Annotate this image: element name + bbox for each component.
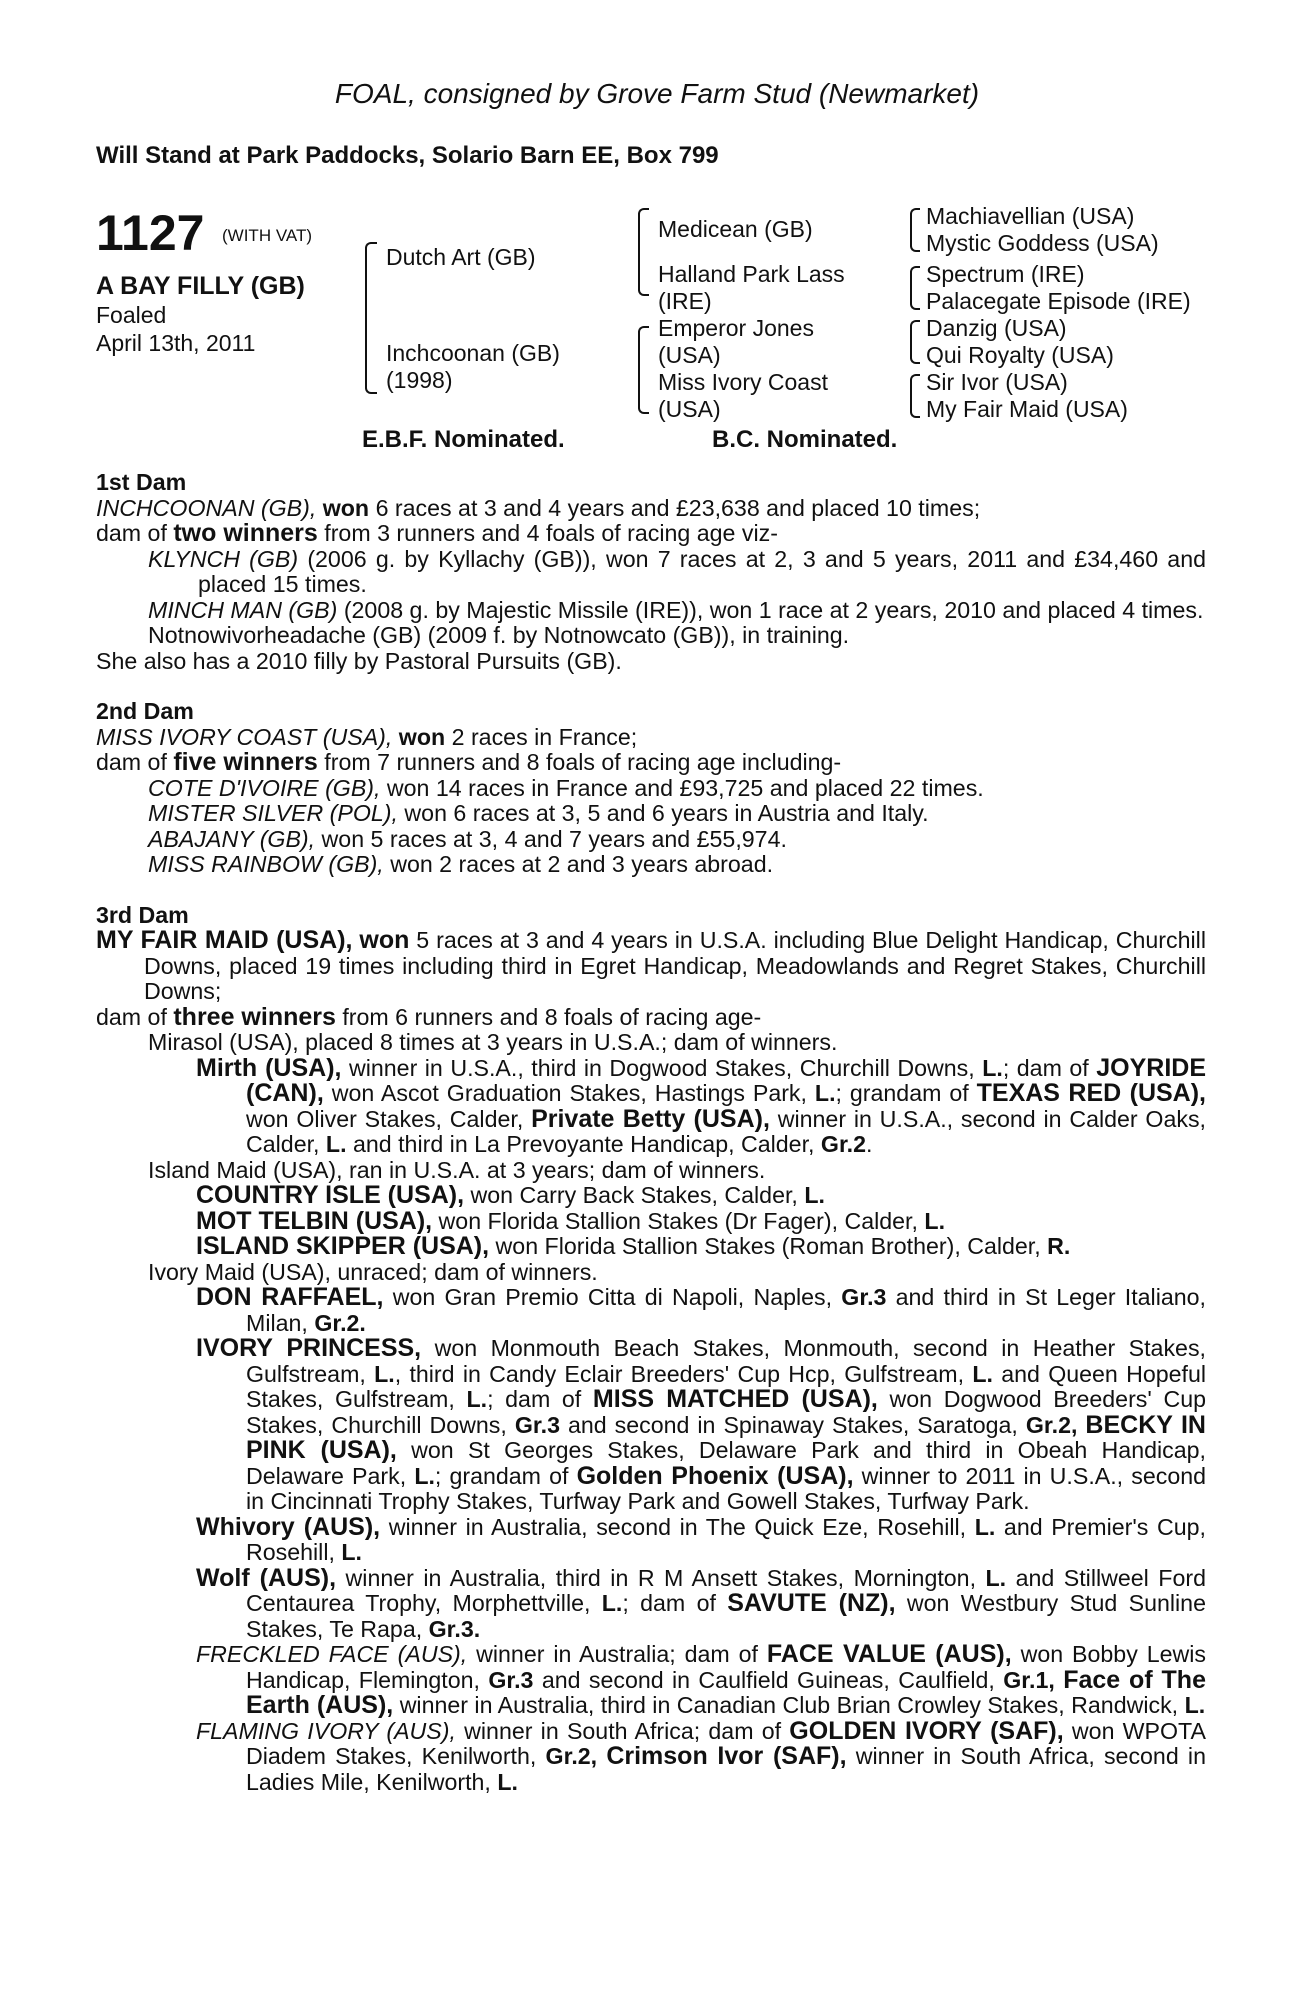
pedigree-brace-3c xyxy=(910,320,920,364)
produce-whivory: Whivory (AUS), winner in Australia, second in The Quick Eze, Rosehill, L. and Premier's Cup, Rosehill, L. xyxy=(196,1512,1206,1565)
foaled-date: April 13th, 2011 xyxy=(96,330,256,356)
dam2-produce-3: ABAJANY (GB), won 5 races at 3, 4 and 7 years and £55,974. xyxy=(148,825,787,852)
pedigree-brace-main xyxy=(365,242,377,394)
dam-dam-dam: My Fair Maid (USA) xyxy=(926,396,1128,422)
produce-island-maid: Island Maid (USA), ran in U.S.A. at 3 years; dam of winners. xyxy=(148,1156,766,1183)
sire-sire-sire: Machiavellian (USA) xyxy=(926,203,1135,229)
sire-dam-country: (IRE) xyxy=(658,288,712,314)
sire-dam-sire: Spectrum (IRE) xyxy=(926,261,1085,287)
lot-number: 1127 xyxy=(96,205,205,261)
dam1-produce-2: MINCH MAN (GB) (2008 g. by Majestic Missile (IRE)), won 1 race at 2 years, 2010 and placed 4 times. xyxy=(148,596,1204,623)
produce-wolf: Wolf (AUS), winner in Australia, third in R M Ansett Stakes, Mornington, L. and Stillweel Ford Centaurea Trophy, Morphettville, L.; dam of SAVUTE (NZ), won Westbury Stud Sunline Stakes, Te Rapa, Gr.3. xyxy=(196,1563,1206,1642)
dam2-produce-4: MISS RAINBOW (GB), won 2 races at 2 and 3 years abroad. xyxy=(148,851,774,877)
dam-sire-country: (USA) xyxy=(658,342,721,368)
produce-country-isle: COUNTRY ISLE (USA), won Carry Back Stakes, Calder, L. xyxy=(196,1181,825,1209)
dam-dam: Miss Ivory Coast xyxy=(658,369,828,395)
dam2-produce-2: MISTER SILVER (POL), won 6 races at 3, 5 and 6 years in Austria and Italy. xyxy=(148,800,929,826)
heading-1st-dam: 1st Dam xyxy=(96,469,187,495)
dam: Inchcoonan (GB) xyxy=(386,340,560,366)
bc-nominated: B.C. Nominated. xyxy=(712,426,898,453)
stand-location: Will Stand at Park Paddocks, Solario Barn EE, Box 799 xyxy=(96,142,719,169)
horse-name: A BAY FILLY (GB) xyxy=(96,272,305,300)
dam3-record: MY FAIR MAID (USA), won 5 races at 3 and 4 years in U.S.A. including Blue Delight Handicap, Churchill Downs, placed 19 times including third in Egret Handicap, Meadowlands and Regret Stakes, Churchill Downs; xyxy=(96,926,1206,1004)
produce-island-skipper: ISLAND SKIPPER (USA), won Florida Stallion Stakes (Roman Brother), Calder, R. xyxy=(196,1232,1071,1260)
dam2-produce-1: COTE D'IVOIRE (GB), won 14 races in France and £93,725 and placed 22 times. xyxy=(148,774,984,801)
produce-ivory-maid: Ivory Maid (USA), unraced; dam of winners. xyxy=(148,1258,598,1285)
dam-sire-dam: Qui Royalty (USA) xyxy=(926,342,1114,368)
produce-flaming-ivory: FLAMING IVORY (AUS), winner in South Africa; dam of GOLDEN IVORY (SAF), won WPOTA Diadem Stakes, Kenilworth, Gr.2, Crimson Ivor (SAF), winner in South Africa, second in Ladies Mile, Kenilworth, L. xyxy=(196,1716,1206,1795)
dam-sire-sire: Danzig (USA) xyxy=(926,315,1067,341)
dam2-record: MISS IVORY COAST (USA), won 2 races in France; xyxy=(96,723,638,750)
pedigree-brace-3a xyxy=(910,208,920,252)
pedigree-brace-3d xyxy=(910,374,920,418)
produce-mirth: Mirth (USA), winner in U.S.A., third in Dogwood Stakes, Churchill Downs, L.; dam of JOYRIDE (CAN), won Ascot Graduation Stakes, Hastings Park, L.; grandam of TEXAS RED (USA), won Oliver Stakes, Calder, Private Betty (USA), winner in U.S.A., second in Calder Oaks, Calder, L. and third in La Prevoyante Handicap, Calder, Gr.2. xyxy=(196,1053,1206,1157)
dam-sire: Emperor Jones xyxy=(658,315,814,341)
produce-freckled-face: FRECKLED FACE (AUS), winner in Australia; dam of FACE VALUE (AUS), won Bobby Lewis Handicap, Flemington, Gr.3 and second in Caulfield Guineas, Caulfield, Gr.1, Face of The Earth (AUS), winner in Australia, third in Canadian Club Brian Crowley Stakes, Randwick, L. xyxy=(196,1640,1206,1719)
dam1-also: She also has a 2010 filly by Pastoral Pursuits (GB). xyxy=(96,647,622,674)
produce-ivory-princess: IVORY PRINCESS, won Monmouth Beach Stakes, Monmouth, second in Heather Stakes, Gulfstream, L., third in Candy Eclair Breeders' Cup Hcp, Gulfstream, L. and Queen Hopeful Stakes, Gulfstream, L.; dam of MISS MATCHED (USA), won Dogwood Breeders' Cup Stakes, Churchill Downs, Gr.3 and second in Spinaway Stakes, Saratoga, Gr.2, BECKY IN PINK (USA), won St Georges Stakes, Delaware Park and third in Obeah Handicap, Delaware Park, L.; grandam of Golden Phoenix (USA), winner to 2011 in U.S.A., second in Cincinnati Trophy Stakes, Turfway Park and Gowell Stakes, Turfway Park. xyxy=(196,1334,1207,1514)
ebf-nominated: E.B.F. Nominated. xyxy=(362,426,565,453)
catalogue-title: FOAL, consigned by Grove Farm Stud (Newmarket) xyxy=(334,78,980,109)
pedigree-brace-sire xyxy=(638,208,649,296)
produce-mirasol: Mirasol (USA), placed 8 times at 3 years in U.S.A.; dam of winners. xyxy=(148,1029,838,1055)
dam-dam-country: (USA) xyxy=(658,396,721,422)
foaled-label: Foaled xyxy=(96,302,167,328)
produce-don-raffael: DON RAFFAEL, won Gran Premio Citta di Napoli, Naples, Gr.3 and third in St Leger Italiano, Milan, Gr.2. xyxy=(196,1283,1206,1336)
sire-dam: Halland Park Lass xyxy=(658,261,845,287)
dam1-produce-1: KLYNCH (GB) (2006 g. by Kyllachy (GB)), won 7 races at 2, 3 and 5 years, 2011 and £34,460 and placed 15 times. xyxy=(148,545,1206,597)
vat-label: (WITH VAT) xyxy=(222,226,313,245)
pedigree-brace-3b xyxy=(910,266,920,310)
dam3-produce-summary: dam of three winners from 6 runners and 8 foals of racing age- xyxy=(96,1002,762,1031)
dam-year: (1998) xyxy=(386,367,453,393)
sire-sire-dam: Mystic Goddess (USA) xyxy=(926,230,1159,256)
dam1-record: INCHCOONAN (GB), won 6 races at 3 and 4 years and £23,638 and placed 10 times; xyxy=(96,494,981,521)
sire: Dutch Art (GB) xyxy=(386,244,536,270)
sire-sire: Medicean (GB) xyxy=(658,216,813,242)
dam-dam-sire: Sir Ivor (USA) xyxy=(926,369,1068,395)
sire-dam-dam: Palacegate Episode (IRE) xyxy=(926,288,1191,314)
heading-3rd-dam: 3rd Dam xyxy=(96,901,189,928)
produce-mot-telbin: MOT TELBIN (USA), won Florida Stallion Stakes (Dr Fager), Calder, L. xyxy=(196,1206,946,1235)
dam2-produce-summary: dam of five winners from 7 runners and 8 foals of racing age including- xyxy=(96,748,842,776)
dam1-produce-summary: dam of two winners from 3 runners and 4 foals of racing age viz- xyxy=(96,519,778,547)
heading-2nd-dam: 2nd Dam xyxy=(96,698,194,724)
pedigree-brace-dam xyxy=(638,326,649,414)
dam1-produce-3: Notnowivorheadache (GB) (2009 f. by Notnowcato (GB)), in training. xyxy=(148,622,850,648)
produce-record xyxy=(96,470,1206,1795)
